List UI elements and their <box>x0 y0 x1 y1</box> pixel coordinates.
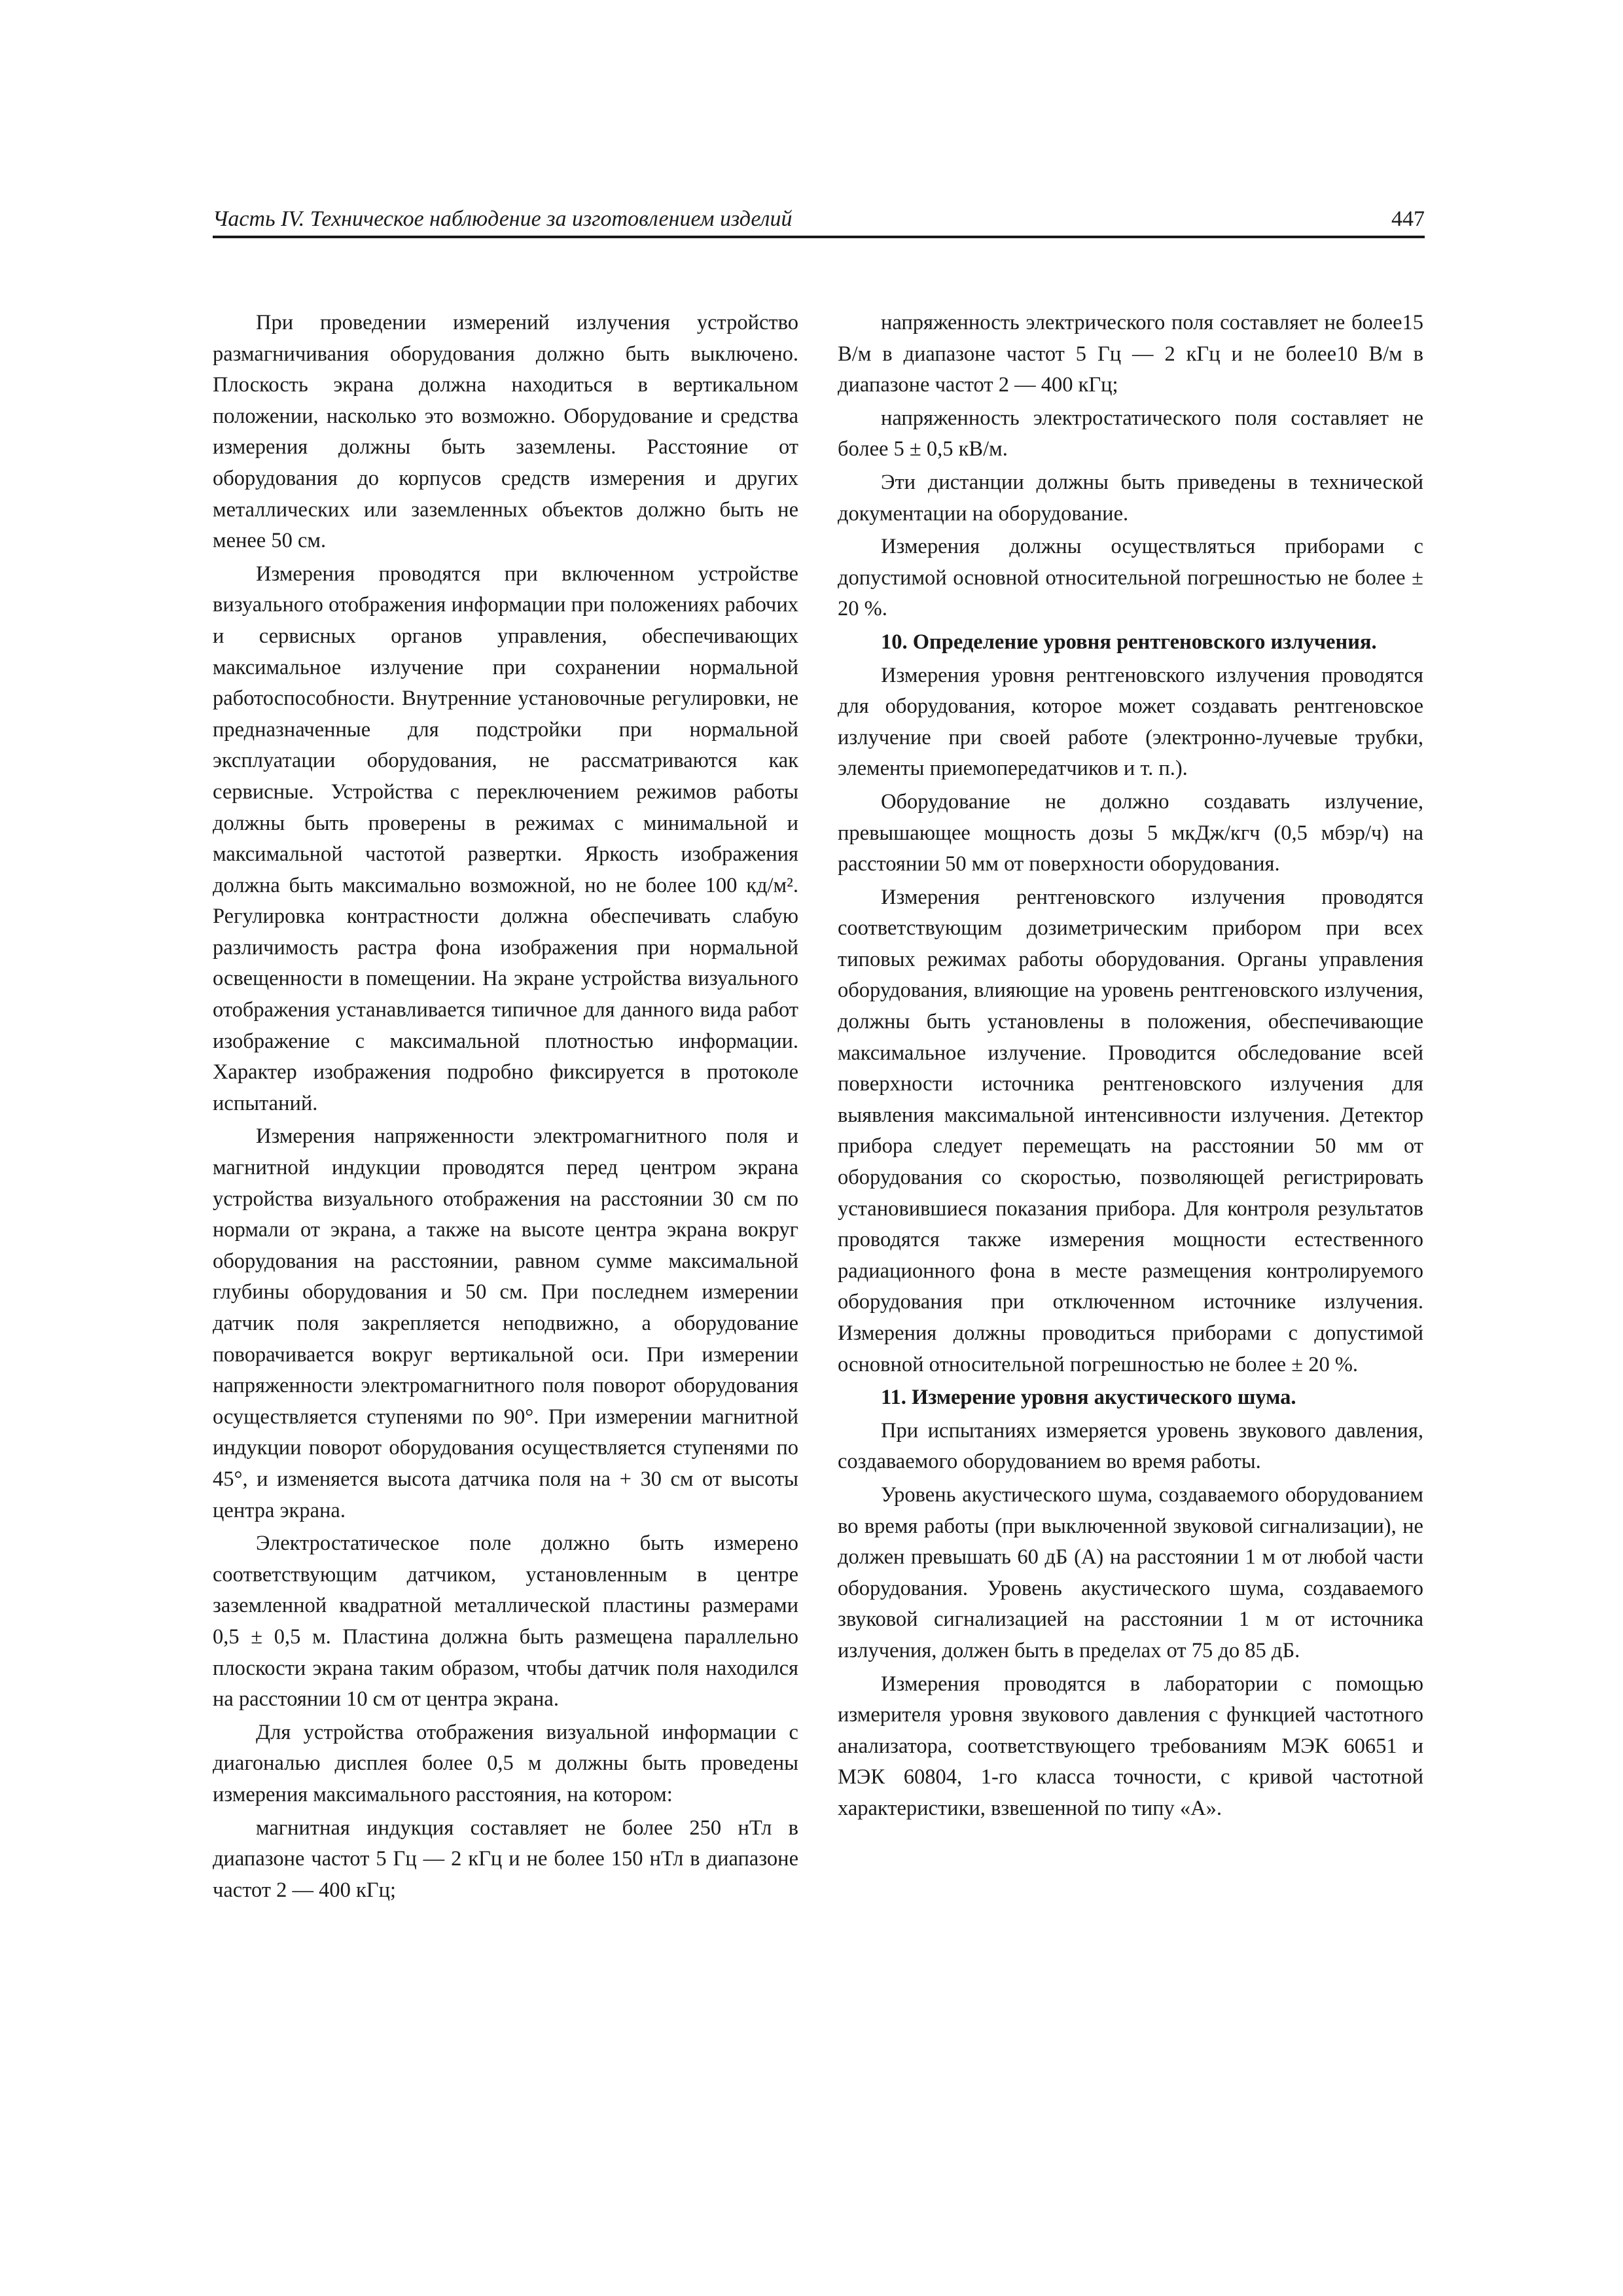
paragraph: Оборудование не должно создавать излучение, превышающее мощность дозы 5 мкДж/кгч (0,5 мбэр/ч) на расстоянии 50 мм от поверхности оборудования. <box>838 789 1423 876</box>
paragraph: Измерения рентгеновского излучения проводятся соответствующим дозиметрическим прибором при всех типовых режимах работы оборудования. Органы управления оборудования, влияющие на уровень рентгеновского излучения, должны быть установлены в положения, обеспечивающие максимальное излучение. Проводится обследование всей поверхности источника рентгеновского излучения для выявления максимальной интенсивности излучения. Детектор прибора следует перемещать на расстоянии 50 мм от оборудования со скоростью, позволяющей регистрировать установившиеся показания прибора. Для контроля результатов проводятся также измерения мощности естественного радиационного фона в месте размещения контролируемого оборудования при отключенном источнике излучения. Измерения должны проводиться приборами с допустимой основной относительной погрешностью не более ± 20 %. <box>838 885 1423 1376</box>
paragraph: Эти дистанции должны быть приведены в технической документации на оборудование. <box>838 470 1423 526</box>
paragraph: Электростатическое поле должно быть измерено соответствующим датчиком, установленным в центре заземленной квадратной металлической пластины размерами 0,5 ± 0,5 м. Пластина должна быть размещена параллельно плоскости экрана таким образом, чтобы датчик поля находился на расстоянии 10 см от центра экрана. <box>213 1532 798 1712</box>
paragraph: Для устройства отображения визуальной информации с диагональю дисплея более 0,5 м должны быть проведены измерения максимального расстояния, на котором: <box>213 1720 798 1806</box>
running-header <box>213 200 1425 238</box>
left-column <box>213 308 798 1908</box>
paragraph: При испытаниях измеряется уровень звукового давления, создаваемого оборудованием во время работы. <box>838 1418 1423 1474</box>
right-column <box>838 308 1423 1827</box>
page-number: 447 <box>1391 207 1425 231</box>
paragraph: Измерения проводятся в лаборатории с помощью измерителя уровня звукового давления с функцией частотного анализатора, соответствующего требованиям МЭК 60651 и МЭК 60804, 1-го класса точности, с кривой частотной характеристики, взвешенной по типу «А». <box>838 1672 1423 1820</box>
paragraph: Измерения проводятся при включенном устройстве визуального отображения информации при положениях рабочих и сервисных органов управления, обеспечивающих максимальное излучение при сохранении нормальной работоспособности. Внутренние установочные регулировки, не предназначенные для подстройки при нормальной эксплуатации оборудования, не рассматриваются как сервисные. Устройства с переключением режимов работы должны быть проверены в режимах с минимальной и максимальной частотой развертки. Яркость изображения должна быть максимально возможной, но не более 100 кд/м². Регулировка контрастности должна обеспечивать слабую различимость растра фона изображения при нормальной освещенности в помещении. На экране устройства визуального отображения устанавливается типичное для данного вида работ изображение с максимальной плотностью информации. Характер изображения подробно фиксируется в протоколе испытаний. <box>213 562 798 1115</box>
paragraph: Измерения должны осуществляться приборами с допустимой основной относительной погрешностью не более ± 20 %. <box>838 535 1423 621</box>
paragraph: напряженность электрического поля составляет не более15 В/м в диапазоне частот 5 Гц — 2 кГц и не более10 В/м в диапазоне частот 2 — 400 кГц; <box>838 311 1423 397</box>
paragraph: напряженность электростатического поля составляет не более 5 ± 0,5 кВ/м. <box>838 406 1423 461</box>
paragraph: Уровень акустического шума, создаваемого оборудованием во время работы (при выключенной звуковой сигнализации), не должен превышать 60 дБ (А) на расстоянии 1 м от любой части оборудования. Уровень акустического шума, создаваемого звуковой сигнализацией на расстоянии 1 м от источника излучения, должен быть в пределах от 75 до 85 дБ. <box>838 1482 1423 1662</box>
paragraph: При проведении измерений излучения устройство размагничивания оборудования должно быть выключено. Плоскость экрана должна находиться в вертикальном положении, насколько это возможно. Оборудование и средства измерения должны быть заземлены. Расстояние от оборудования до корпусов средств измерения и других металлических или заземленных объектов должно быть не менее 50 см. <box>213 311 798 553</box>
section-heading: 11. Измерение уровня акустического шума. <box>881 1386 1296 1410</box>
paragraph: магнитная индукция составляет не более 250 нТл в диапазоне частот 5 Гц — 2 кГц и не более 150 нТл в диапазоне частот 2 — 400 кГц; <box>213 1816 798 1902</box>
section-heading: 10. Определение уровня рентгеновского излучения. <box>881 630 1377 654</box>
paragraph: Измерения уровня рентгеновского излучения проводятся для оборудования, которое может создавать рентгеновское излучение при своей работе (электронно-лучевые трубки, элементы приемопередатчиков и т. п.). <box>838 663 1423 781</box>
paragraph: Измерения напряженности электромагнитного поля и магнитной индукции проводятся перед центром экрана устройства визуального отображения на расстоянии 30 см по нормали от экрана, а также на высоте центра экрана вокруг оборудования на расстоянии, равном сумме максимальной глубины оборудования и 50 см. При последнем измерении датчик поля закрепляется неподвижно, а оборудование поворачивается вокруг вертикальной оси. При измерении напряженности электромагнитного поля поворот оборудования осуществляется ступенями по 90°. При измерении магнитной индукции поворот оборудования осуществляется ступенями по 45°, и изменяется высота датчика поля на + 30 см от высоты центра экрана. <box>213 1124 798 1522</box>
running-header-title: Часть IV. Техническое наблюдение за изготовлением изделий <box>213 207 793 231</box>
